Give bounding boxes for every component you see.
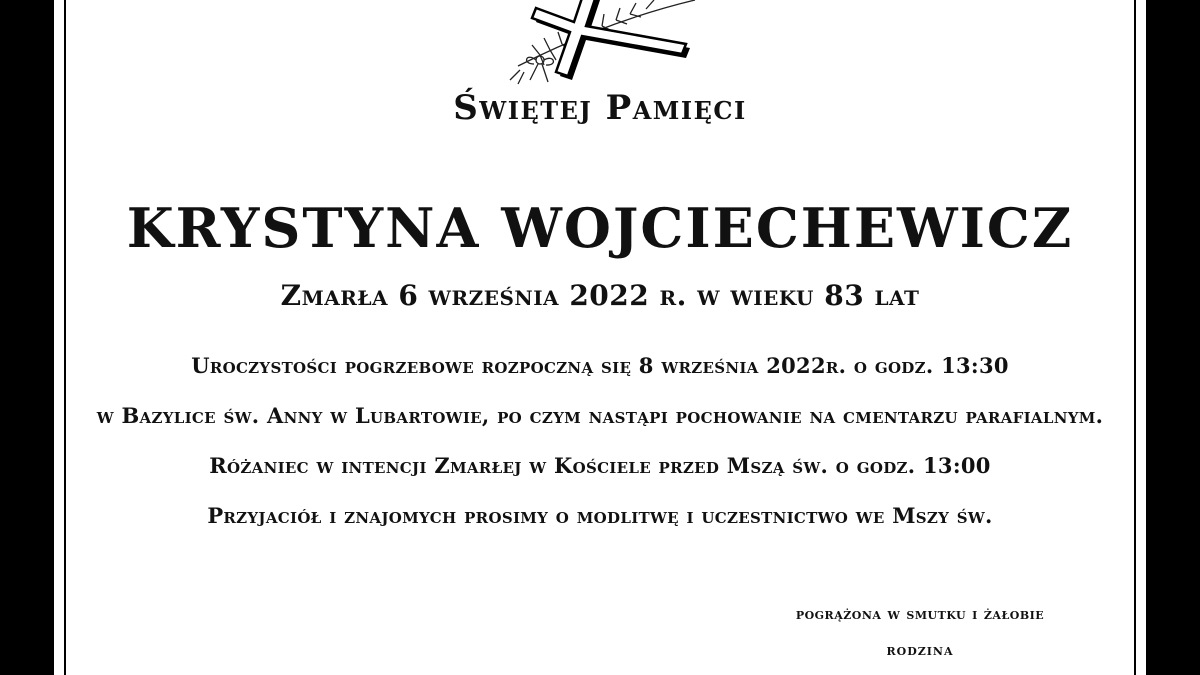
funeral-info-line: Różaniec w intencji Zmarłej w Kościele przed Mszą św. o godz. 13:00	[209, 453, 991, 478]
deceased-name: KRYSTYNA WOJCIECHEWICZ	[126, 196, 1074, 260]
signature-mourning: pogrążona w smutku i żałobie	[795, 604, 1045, 623]
right-border-thin	[1134, 0, 1136, 675]
death-date-line: Zmarła 6 września 2022 r. w wieku 83 lat	[280, 279, 920, 312]
cross-with-palm-icon	[500, 0, 700, 90]
funeral-info-line: Przyjaciół i znajomych prosimy o modlitwę i uczestnictwo we Mszy św.	[207, 503, 993, 528]
signature-family: rodzina	[886, 640, 954, 659]
funeral-info-line: Uroczystości pogrzebowe rozpoczną się 8 września 2022r. o godz. 13:30	[191, 353, 1009, 378]
left-border-thin	[64, 0, 66, 675]
memory-heading: Świętej Pamięci	[453, 88, 747, 128]
left-border-thick	[0, 0, 54, 675]
right-border-thick	[1146, 0, 1200, 675]
funeral-info-line: w Bazylice św. Anny w Lubartowie, po czym nastąpi pochowanie na cmentarzu parafialnym.	[96, 403, 1104, 428]
